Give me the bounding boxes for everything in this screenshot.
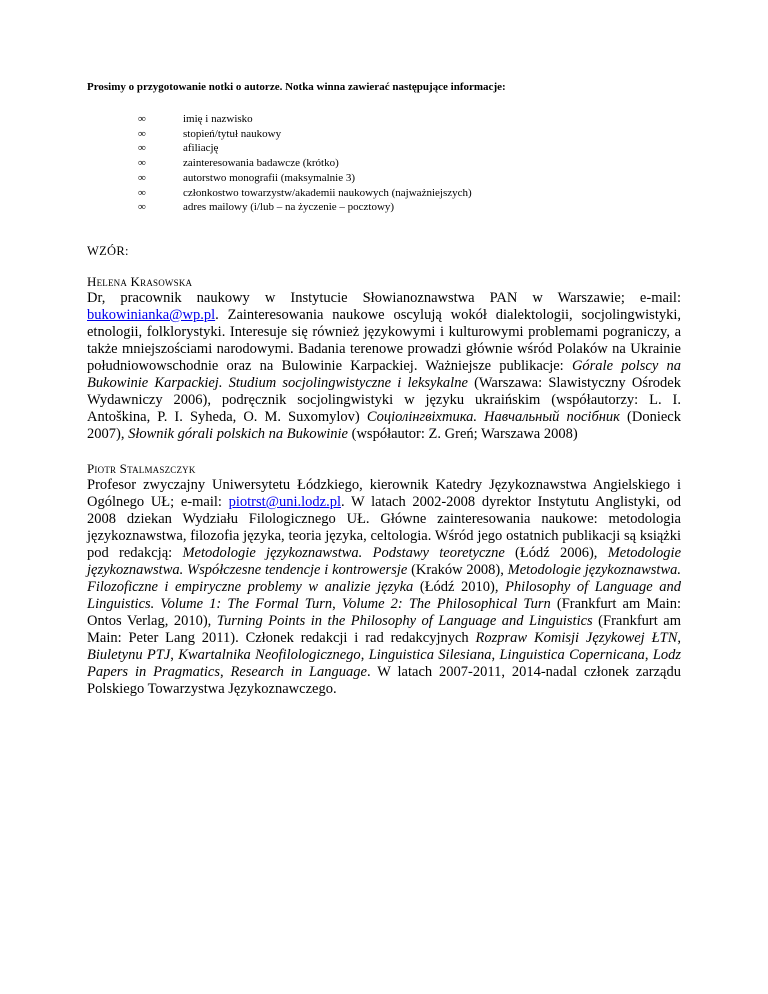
publication-title: Philosophy of Language and Linguistics. Volume 1: The Formal Turn	[87, 578, 681, 612]
author-name: Helena Krasowska	[87, 273, 193, 289]
infinity-bullet-icon: ∞	[138, 186, 146, 199]
infinity-bullet-icon: ∞	[138, 171, 146, 184]
requirements-list	[87, 112, 681, 215]
journal-title: Biuletynu PTJ	[87, 646, 171, 663]
journal-title: Research in Language	[230, 663, 367, 680]
infinity-bullet-icon: ∞	[138, 113, 146, 125]
intro-text: Prosimy o przygotowanie notki o autorze. Notka winna zawierać następujące informacje:	[87, 81, 506, 93]
publication-title: Соціолінгвіхтика. Навчальный посібник	[366, 408, 620, 425]
list-item: ∞ członkostwo towarzystw/akademii naukowych (najważniejszych)	[87, 186, 681, 201]
publication-title: Metodologie językoznawstwa. Podstawy teoretyczne	[182, 544, 505, 561]
list-item: ∞ autorstwo monografii (maksymalnie 3)	[87, 171, 681, 186]
template-label: WZÓR:	[87, 243, 129, 258]
author-note-2: Piotr Stalmaszczyk Profesor zwyczajny Uniwersytetu Łódzkiego, kierownik Katedry Językoznawstwa Angielskiego i Ogólnego UŁ; e-mail: piotrst@uni.lodz.pl. W latach 2002-2008 dyrektor Instytutu Anglistyki, od 2008 dziekan Wydziału Filologicznego UŁ. Główne zainteresowania naukowe: metodologia językoznawstwa, filozofia języka, teoria języka, celtologia. Wśród jego ostatnich publikacji są książki pod redakcją: Metodologie językoznawstwa. Podstawy teoretyczne (Łódź 2006), Metodologie językoznawstwa. Współczesne tendencje i kontrowersje (Kraków 2008), Metodologie językoznawstwa. Filozoficzne i empiryczne problemy w analizie języka (Łódź 2010), Philosophy of Language and Linguistics. Volume 1: The Formal Turn, Volume 2: The Philosophical Turn (Frankfurt am Main: Ontos Verlag, 2010), Turning Points in the Philosophy of Language and Linguistics (Frankfurt am Main: Peter Lang 2011). Członek redakcji i rad redakcyjnych Rozpraw Komisji Językowej ŁTN, Biuletynu PTJ, Kwartalnika Neofilologicznego, Linguistica Silesiana, Linguistica Copernicana, Lodz Papers in Pragmatics, Research in Language. W latach 2007-2011, 2014-nadal członek zarządu Polskiego Towarzystwa Językoznawczego.	[87, 460, 682, 697]
journal-title: Lodz Papers in Pragmatics	[87, 646, 682, 680]
email-link[interactable]: piotrst@uni.lodz.pl	[228, 493, 341, 510]
document-page	[87, 80, 681, 716]
journal-title: Kwartalnika Neofilologicznego	[178, 646, 361, 663]
author-note-1: Helena Krasowska Dr, pracownik naukowy w Instytucie Słowianoznawstwa PAN w Warszawie; e-mail: bukowinianka@wp.pl. Zainteresowania naukowe oscylują wokół dialektologii, socjolingwistyki, etnologii, folklorystyki. Interesuje się również językowymi i kulturowymi problemami pograniczy, a także mniejszościami narodowymi. Badania terenowe prowadzi głównie wśród Polaków na Ukrainie południowowschodnie oraz na Bulowinie Karpackiej. Ważniejsze publikacje: Górale polscy na Bukowinie Karpackiej. Studium socjolingwistyczne i leksykalne (Warszawa: Slawistyczny Ośrodek Wydawniczy 2006), podręcznik socjolingwistyki w języku ukraińskim (współautorzy: L. I. Antoškina, P. I. Syheda, O. M. Suxomylov) Соціолінгвіхтика. Навчальный посібник (Donieck 2007), Słownik górali polskich na Bukowinie (współautor: Z. Greń; Warszawa 2008)	[87, 273, 682, 442]
publication-title: Słownik górali polskich na Bukowinie	[128, 425, 348, 442]
publication-title: Metodologie językoznawstwa. Współczesne tendencje i kontrowersje	[87, 544, 682, 578]
list-item: ∞ stopień/tytuł naukowy	[87, 127, 681, 142]
journal-title: Linguistica Copernicana	[499, 646, 645, 663]
publication-title: Volume 2: The Philosophical Turn	[341, 595, 551, 612]
list-item: ∞ imię i nazwisko	[87, 112, 681, 127]
author-name: Piotr Stalmaszczyk	[87, 460, 196, 476]
list-item: ∞ afiliację	[87, 141, 681, 156]
infinity-bullet-icon: ∞	[138, 127, 146, 140]
infinity-bullet-icon: ∞	[138, 142, 146, 155]
journal-title: Rozpraw Komisji Językowej ŁTN	[475, 629, 678, 646]
email-link[interactable]: bukowinianka@wp.pl	[87, 306, 216, 323]
infinity-bullet-icon: ∞	[138, 201, 146, 214]
publication-title: Turning Points in the Philosophy of Language and Linguistics	[216, 612, 593, 629]
publication-title: Górale polscy na Bukowinie Karpackiej. Studium socjolingwistyczne i leksykalne	[87, 357, 682, 391]
publication-title: Metodologie językoznawstwa. Filozoficzne i empiryczne problemy w analizie języka	[87, 561, 681, 595]
journal-title: Linguistica Silesiana	[368, 646, 492, 663]
infinity-bullet-icon: ∞	[138, 157, 146, 170]
list-item: ∞ adres mailowy (i/lub – na życzenie – pocztowy)	[87, 200, 681, 215]
list-item: ∞ zainteresowania badawcze (krótko)	[87, 156, 681, 171]
